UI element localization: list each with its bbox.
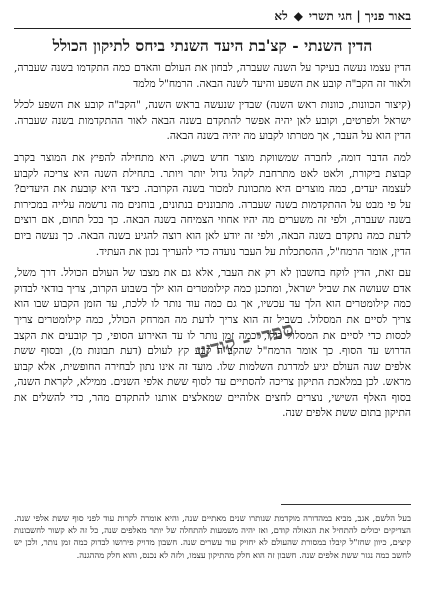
- paragraph-3: למה הדבר דומה, לחברה שמשווקת מוצר חדש בשוק. היא מתחילה להפיץ את המוצר בקרב קבוצת ביקורת, ולאט לאט מתרחבת לקהל גדול יותר ויותר. בתחילת השנה היא צריכה לקבוע לעצמה יעדים, כמה מוצרים היא מתכוונת למכור בשנה הקרובה. כיצד היא קובעת את היעדים? על פי מבט על ההתקדמות בשנה שעברה. מתבוננים בנתונים, בוחנים מה נרשמה עלייה במכירות בשנה שעברה, ולפי זה משערים מה יהיו אחוזי הצמיחה בשנה הבאה. כך בכל תחום, אם רוצים לדעת כמה נתקדם בשנה הבאה, ולפי זה יודע לאן הוא רוצה להגיע בשנה הבאה. כך נעשה ביום הדין, אומר הרמח"ל, ההסתכלות על העבר נועדה כדי להעריך נכון את העתיד.: [14, 151, 411, 258]
- section-title: הדין השנתי - קצ'בת היעד השנתי ביחס לתיקון הכולל: [52, 36, 373, 55]
- running-title: באור פניך | חגי תשרי: [308, 9, 411, 23]
- diamond-icon: ◆: [293, 9, 303, 23]
- header-rule: [14, 28, 411, 29]
- footnote-rule: [281, 504, 411, 505]
- paragraph-2: (קיצור הכוונות, כוונות ראש השנה) שבדין שנעשה בראש השנה, "הקב"ה קובע את השפע לכלל ישראל ולפרטים, וקובע לאן יהיה אפשר להתקדם בשנה הבאה לאור ההתקדמות בשנה שעברה. הדין הוא על העבר, אך מטרתו לקבוע מה יהיה בשנה הבאה.: [14, 99, 411, 143]
- paragraph-1: הדין עצמו נעשה בעיקר על השנה שעברה, לבחון את העולם והאדם כמה התקדמו בשנה שעברה, ולאור זה הקב"ה קובע את השפע והיעד לשנה הבאה. הרמח"ל מלמד: [14, 62, 411, 90]
- footnotes: [14, 512, 411, 561]
- running-header: [14, 8, 411, 28]
- footnote-1: בעל הלשם, אגב, מביא במהדורה מוקדמת שנותרו שנים מאתיים שנה, והיא אומרה לקרות עוד לפני סוף ששת אלפי שנה. הצדיקים יכולים להתחיל את הגאולה קודם, ואז יהיה משמעות להתחלה של יותר מאלפים שנה, כל זה לא קשור לחשבונות קיצים, כיוון שחז"ל קיבלו במסורת שהעולם לא יחזיק עוד עשרים שנה. חשבון מדויק פירושו לבדוק כמה זמן נותר, ולכן יש לחשב כמה נגזר ששת אלפים שנה. חשבון זה הוא חלק מהתיקון עצמו, ולזה לא נכנס, והוא חלק מההגנה.: [14, 513, 411, 560]
- paragraph-4: עם זאת, הדין לוקח בחשבון לא רק את העבר, אלא גם את מצבו של העולם הכולל. דרך משל, אדם שעושה את שביל ישראל, ומתכנן כמה קילומטרים הוא ילך בשבוע הקרוב, צריך בודאי לבדוק כמה קילומטרים הוא הלך עד עכשיו, אך גם כמה עוד נותר לו ללכת, עד הזמן הקבוע שבו הוא צריך לסיים את המסלול. בשביל זה הוא צריך לדעת מה המרחק הכולל, כמה קילומטרים צריך לכסות כדי לסיים את המסלול כולו, וכמה זמן נותר לו עד האירוע הסופי, כך קובעים את הקצב הדרוש עד הסוף. כך אומר הרמח"ל שהקב"ה קבע קץ לעולם (דעת תבונות מ), ובסוף ששת אלפים שנה העולם יגיע למדרגת השלמות שלו. מועד זה אינו נתון לבחירה החופשית, אלא קבוע מראש. לכן במלאכת התיקון צריכה להסתיים עד לסוף ששת אלפי השנים. ממילא, לקראת השנה, בסוף האלף השישי, נוצרים לחצים אלוהיים שמאלצים אותנו להתקדם מהר, כדי להשלים את התיקון בתום ששת אלפים שנה.: [14, 267, 411, 420]
- stamp-text: ספרי - קודש: [193, 316, 297, 364]
- page-number: לא: [274, 9, 288, 23]
